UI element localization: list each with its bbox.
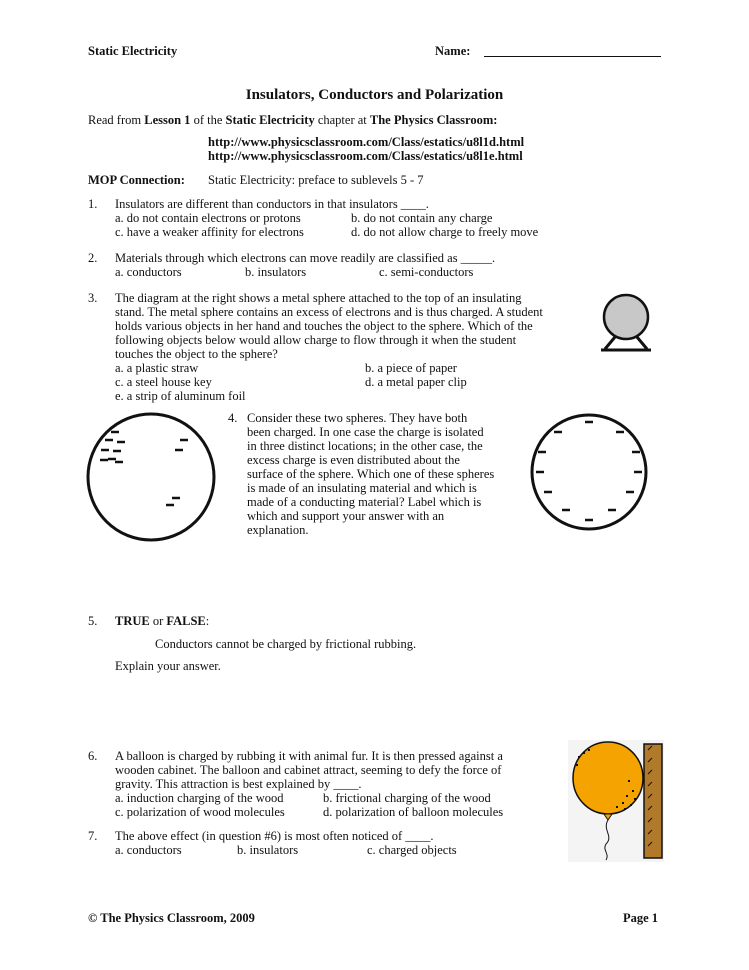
q3-line-5: touches the object to the sphere? (115, 347, 278, 361)
q5-true-false: TRUE or FALSE: (115, 614, 210, 628)
q1-number: 1. (88, 197, 98, 211)
q7-option-a: a. conductors (115, 843, 182, 857)
q5-number: 5. (88, 614, 98, 628)
q2-option-a: a. conductors (115, 265, 182, 279)
q1-option-c: c. have a weaker affinity for electrons (115, 225, 304, 239)
metal-sphere-on-stand-diagram (596, 293, 656, 359)
q3-option-e: e. a strip of aluminum foil (115, 389, 246, 403)
q6-line-3: gravity. This attraction is best explained by ____. (115, 777, 362, 791)
q4-line-3: in three distinct locations; in the other case, the (247, 439, 483, 453)
q3-line-2: stand. The metal sphere contains an excess of electrons and is thus charged. A student (115, 305, 543, 319)
q6-line-2: wooden cabinet. The balloon and cabinet attract, seeming to defy the force of (115, 763, 502, 777)
q3-option-c: c. a steel house key (115, 375, 212, 389)
sphere-isolated-charge-diagram (84, 410, 218, 548)
q3-number: 3. (88, 291, 98, 305)
url-link-2[interactable]: http://www.physicsclassroom.com/Class/estatics/u8l1e.html (208, 149, 523, 163)
q6-line-1: A balloon is charged by rubbing it with animal fur. It is then pressed against a (115, 749, 503, 763)
intro-line: Read from Lesson 1 of the Static Electricity chapter at The Physics Classroom: (88, 113, 498, 127)
q4-line-9: explanation. (247, 523, 309, 537)
q3-line-3: holds various objects in her hand and touches the object to the sphere. Which of the (115, 319, 533, 333)
header-topic: Static Electricity (88, 44, 178, 58)
q2-stem: Materials through which electrons can move readily are classified as _____. (115, 251, 496, 265)
footer-page-number: Page 1 (623, 911, 659, 925)
q3-line-4: following objects below would allow charge to flow through it when the student (115, 333, 517, 347)
q7-number: 7. (88, 829, 98, 843)
q4-line-6: is made of an insulating material and which is (247, 481, 477, 495)
q1-stem: Insulators are different than conductors in that insulators ____. (115, 197, 429, 211)
q4-line-1: Consider these two spheres. They have both (247, 411, 468, 425)
q6-option-b: b. frictional charging of the wood (323, 791, 491, 805)
footer-copyright: © The Physics Classroom, 2009 (88, 911, 255, 925)
q1-option-a: a. do not contain electrons or protons (115, 211, 301, 225)
name-blank-line (484, 56, 661, 57)
q6-option-d: d. polarization of balloon molecules (323, 805, 504, 819)
q7-option-b: b. insulators (237, 843, 299, 857)
q7-option-c: c. charged objects (367, 843, 457, 857)
q3-option-b: b. a piece of paper (365, 361, 457, 375)
q4-line-8: which and support your answer with an (247, 509, 445, 523)
sphere-distributed-charge-diagram (524, 412, 654, 536)
q6-option-c: c. polarization of wood molecules (115, 805, 285, 819)
q2-option-c: c. semi-conductors (379, 265, 474, 279)
q3-option-a: a. a plastic straw (115, 361, 199, 375)
name-label: Name: (435, 44, 471, 58)
q1-option-d: d. do not allow charge to freely move (351, 225, 539, 239)
q1-option-b: b. do not contain any charge (351, 211, 493, 225)
q6-number: 6. (88, 749, 98, 763)
q2-number: 2. (88, 251, 98, 265)
q5-statement: Conductors cannot be charged by frictional rubbing. (155, 637, 417, 651)
balloon-wall-diagram (568, 740, 664, 866)
q2-option-b: b. insulators (245, 265, 307, 279)
q4-number: 4. (228, 411, 238, 425)
mop-text: Static Electricity: preface to sublevels 5 - 7 (208, 173, 424, 187)
q4-line-2: been charged. In one case the charge is isolated (247, 425, 484, 439)
q4-line-7: made of a conducting material? Label which is (247, 495, 482, 509)
page-title: Insulators, Conductors and Polarization (245, 87, 504, 103)
q4-line-4: excess charge is even distributed about the (247, 453, 460, 467)
q5-explain: Explain your answer. (115, 659, 221, 673)
q7-stem: The above effect (in question #6) is most often noticed of ____. (115, 829, 434, 843)
q4-line-5: surface of the sphere. Which one of these spheres (247, 467, 495, 481)
q3-option-d: d. a metal paper clip (365, 375, 467, 389)
mop-label: MOP Connection: (88, 173, 185, 187)
q3-line-1: The diagram at the right shows a metal sphere attached to the top of an insulating (115, 291, 522, 305)
url-link-1[interactable]: http://www.physicsclassroom.com/Class/estatics/u8l1d.html (208, 135, 525, 149)
q6-option-a: a. induction charging of the wood (115, 791, 284, 805)
